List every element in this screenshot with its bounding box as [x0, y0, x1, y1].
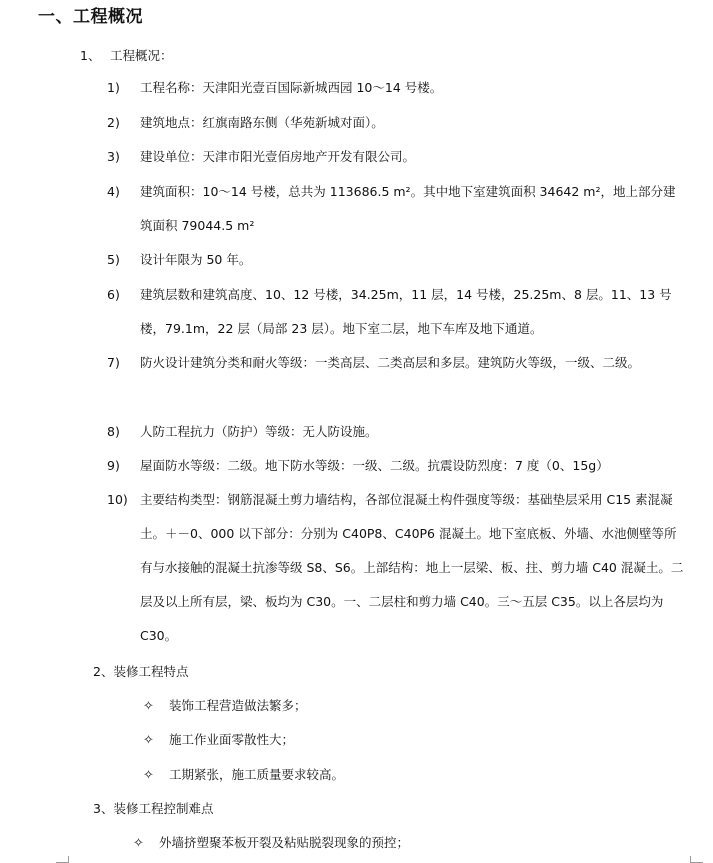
list-item	[133, 833, 409, 851]
chapter-heading: 一、工程概况	[38, 7, 143, 27]
list-item-text: 设计年限为 50 年。	[140, 252, 252, 267]
bullet-text: 施工作业面零散性大；	[169, 732, 295, 747]
list-item-text: 屋面防水等级：二级。地下防水等级：一级、二级。抗震设防烈度：7 度（0、15g）	[140, 458, 609, 473]
list-item-number: 1)	[107, 80, 120, 95]
list-item-text: 建设单位：天津市阳光壹佰房地产开发有限公司。	[140, 149, 416, 164]
list-item-text: 工程名称：天津阳光壹百国际新城西园 10～14 号楼。	[140, 80, 443, 95]
bullet-text: 装饰工程营造做法繁多；	[169, 698, 307, 713]
list-item-number: 9)	[107, 458, 120, 473]
diamond-star-icon: ✧	[143, 768, 154, 783]
list-item-number: 4)	[107, 184, 120, 199]
list-item	[143, 730, 294, 748]
list-item-number: 7)	[107, 355, 120, 370]
diamond-star-icon: ✧	[143, 699, 154, 714]
list-item-number: 10)	[107, 492, 128, 507]
diamond-star-icon: ✧	[133, 836, 144, 851]
list-item-number: 3)	[107, 149, 120, 164]
list-item-text: 主要结构类型：钢筋混凝土剪力墙结构，各部位混凝土构件强度等级：基础垫层采用 C15 素混凝土。＋－0、000 以下部分：分别为 C40P8、C40P6 混凝土。地下室底板、外墙、水池侧壁等所有与水接触的混凝土抗渗等级 S8、S6。上部结构：地上一层梁、板、拄、剪力墙 C40 混凝土。二层及以上所有层，梁、板均为 C30。一、二层柱和剪力墙 C40。三～五层 C35。以上各层均为 C30。	[140, 492, 684, 643]
diamond-star-icon: ✧	[143, 733, 154, 748]
section-1-number: 1、	[80, 48, 101, 63]
margin-corner-mark	[56, 856, 69, 863]
list-item-number: 8)	[107, 424, 120, 439]
list-item	[143, 765, 344, 783]
section-1-title: 工程概况：	[110, 48, 173, 63]
list-item-text: 防火设计建筑分类和耐火等级：一类高层、二类高层和多层。建筑防火等级，一级、二级。	[140, 355, 641, 370]
section-3-title: 3、装修工程控制难点	[93, 801, 214, 816]
list-item-text: 人防工程抗力（防护）等级：无人防设施。	[140, 424, 378, 439]
list-item	[143, 696, 307, 714]
list-item-number: 6)	[107, 287, 120, 302]
list-item-text: 建筑面积：10～14 号楼，总共为 113686.5 m²。其中地下室建筑面积 34642 m²，地上部分建筑面积 79044.5 m²	[140, 184, 676, 233]
section-2-title: 2、装修工程特点	[93, 664, 189, 679]
bullet-text: 工期紧张，施工质量要求较高。	[169, 767, 345, 782]
list-item-number: 2)	[107, 115, 120, 130]
list-item-number: 5)	[107, 252, 120, 267]
margin-corner-mark	[690, 856, 703, 863]
list-item-text: 建筑地点：红旗南路东侧（华苑新城对面）。	[140, 115, 384, 130]
bullet-text: 外墙挤塑聚苯板开裂及粘贴脱裂现象的预控；	[159, 835, 410, 850]
list-item-text: 建筑层数和建筑高度、10、12 号楼，34.25m，11 层，14 号楼，25.25m、8 层。11、13 号楼，79.1m，22 层（局部 23 层）。地下室二层，地下车库及地下通道。	[140, 287, 672, 336]
